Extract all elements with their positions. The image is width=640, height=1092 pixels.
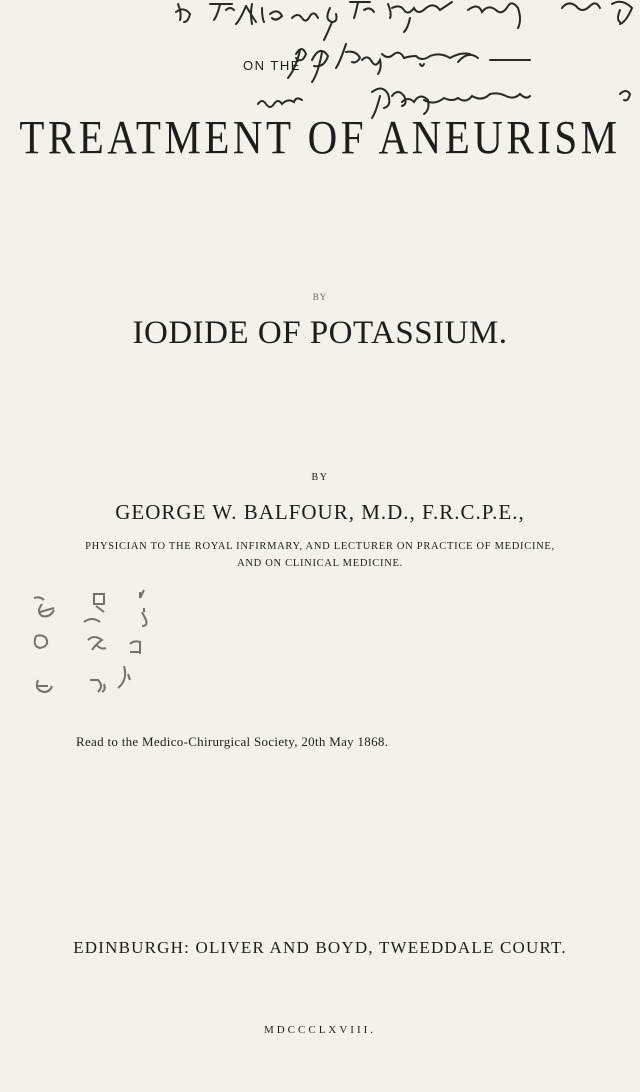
by-label: BY xyxy=(311,472,329,483)
on-the-label: ON THE xyxy=(243,58,301,73)
faded-library-stamp xyxy=(24,588,204,708)
document-title: TREATMENT OF ANEURISM xyxy=(19,111,621,165)
publisher-imprint: EDINBURGH: OLIVER AND BOYD, TWEEDDALE COURT. xyxy=(73,938,567,957)
author-name: GEORGE W. BALFOUR, M.D., F.R.C.P.E., xyxy=(115,500,525,524)
author-credentials xyxy=(0,538,640,572)
credentials-line-1: PHYSICIAN TO THE ROYAL INFIRMARY, AND LECTURER ON PRACTICE OF MEDICINE, xyxy=(85,541,555,552)
handwritten-inscription xyxy=(0,0,640,120)
document-subtitle: IODIDE OF POTASSIUM. xyxy=(132,315,508,351)
credentials-line-2: AND ON CLINICAL MEDICINE. xyxy=(237,558,403,569)
read-to-society-note: Read to the Medico-Chirurgical Society, 20th May 1868. xyxy=(76,734,389,749)
publication-year: MDCCCLXVIII. xyxy=(263,1024,377,1036)
by-label-small: BY xyxy=(312,292,328,302)
